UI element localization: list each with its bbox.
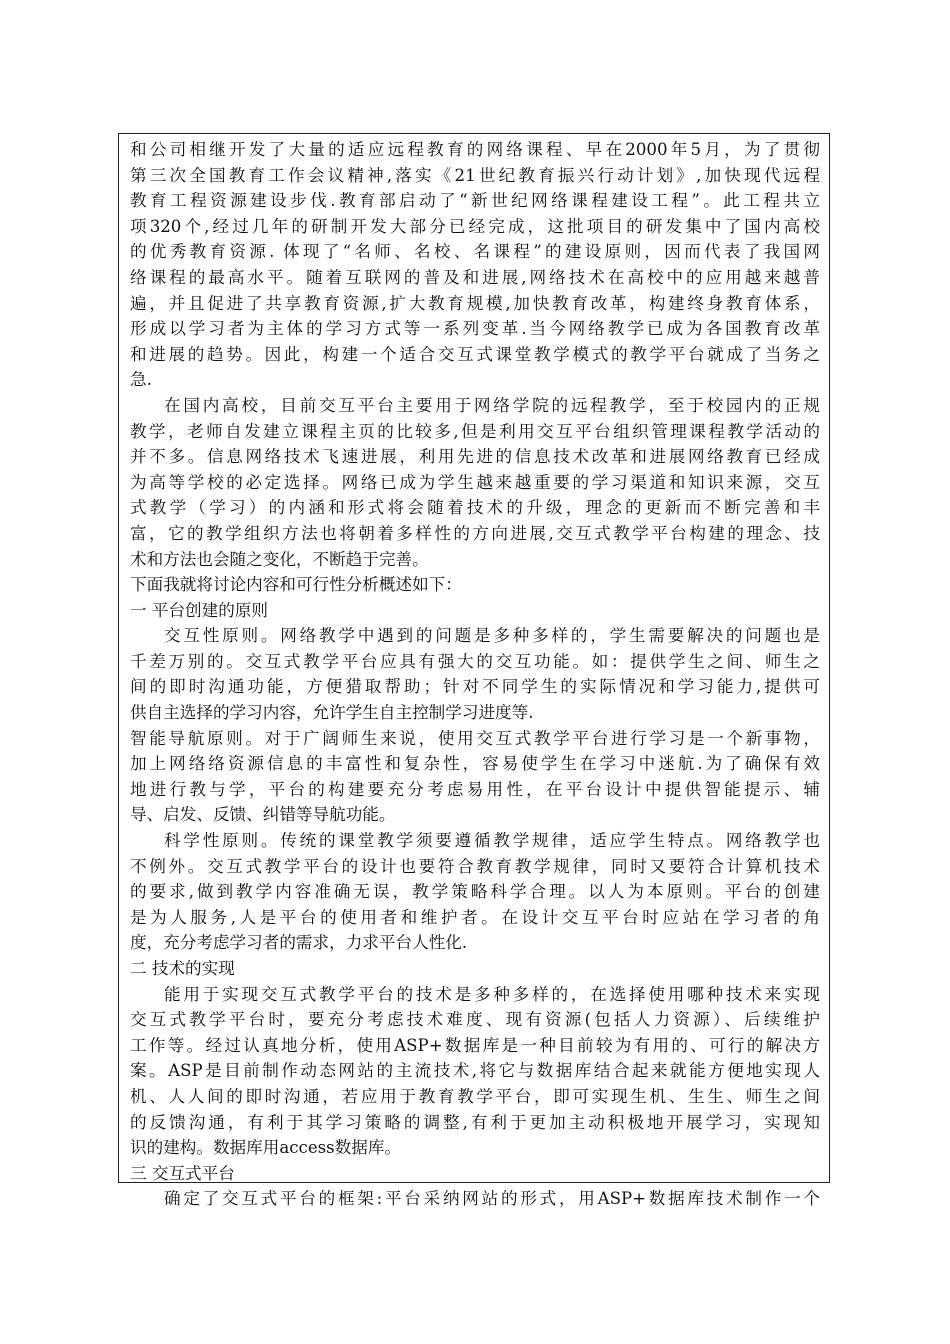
text-line: 络课程的最高水平。随着互联网的普及和进展,网络技术在高校中的应用越来越普 [130, 267, 820, 287]
text-line: 能用于实现交互式教学平台的技术是多种多样的，在选择使用哪种技术来实现 [164, 984, 820, 1004]
text-line: 科学性原则。传统的课堂教学须要遵循教学规律，适应学生特点。网络教学也 [164, 831, 820, 851]
text-line: 三 交互式平台 [130, 1163, 235, 1183]
text-line: 的要求,做到教学内容准确无误，教学策略科学合理。以人为本原则。平台的创建 [130, 882, 820, 902]
text-line: 式教学（学习）的内涵和形式将会随着技术的升级，理念的更新而不断完善和丰 [130, 498, 820, 518]
text-line: 项320个,经过几年的研制开发大部分已经完成，这批项目的研发集中了国内高校 [130, 216, 820, 236]
text-line: 的优秀教育资源. 体现了“名师、名校、名课程”的建设原则，因而代表了我国网 [130, 242, 820, 262]
text-line: 一 平台创建的原则 [130, 600, 269, 620]
text-line: 导、启发、反馈、纠错等导航功能。 [130, 805, 396, 825]
text-line: 度，充分考虑学习者的需求，力求平台人性化. [130, 933, 468, 953]
text-line: 案。ASP是目前制作动态网站的主流技术,将它与数据库结合起来就能方便地实现人 [130, 1061, 820, 1081]
text-line: 机、人人间的即时沟通，若应用于教育教学平台，即可实现生机、生生、师生之间 [130, 1086, 820, 1106]
text-line: 不例外。交互式教学平台的设计也要符合教育教学规律，同时又要符合计算机技术 [130, 856, 820, 876]
text-line: 智能导航原则。对于广阔师生来说，使用交互式教学平台进行学习是一个新事物， [130, 728, 820, 748]
text-line: 形成以学习者为主体的学习方式等一系列变革.当今网络教学已成为各国教育改革 [130, 319, 820, 339]
text-line: 教育工程资源建设步伐.教育部启动了“新世纪网络课程建设工程”。此工程共立 [130, 191, 820, 211]
document-frame [118, 133, 830, 1209]
text-line: 和进展的趋势。因此，构建一个适合交互式课堂教学模式的教学平台就成了当务之 [130, 344, 820, 364]
text-line: 第三次全国教育工作会议精神,落实《21世纪教育振兴行动计划》,加快现代远程 [130, 165, 820, 185]
text-line: 地进行教与学，平台的构建要充分考虑易用性，在平台设计中提供智能提示、辅 [130, 779, 820, 799]
text-line: 交互性原则。网络教学中遇到的问题是多种多样的，学生需要解决的问题也是 [164, 626, 820, 646]
text-line: 急. [130, 370, 152, 390]
text-line: 交互式教学平台时，要充分考虑技术难度、现有资源(包括人力资源）、后续维护 [130, 1010, 820, 1030]
text-line: 是为人服务,人是平台的使用者和维护者。在设计交互平台时应站在学习者的角 [130, 907, 820, 927]
text-line: 供自主选择的学习内容，允许学生自主控制学习进度等. [130, 703, 534, 723]
text-line: 教学，老师自发建立课程主页的比较多,但是利用交互平台组织管理课程教学活动的 [130, 421, 820, 441]
text-line: 间的即时沟通功能，方便猎取帮助；针对不同学生的实际情况和学习能力,提供可 [130, 677, 820, 697]
text-line: 千差万别的。交互式教学平台应具有强大的交互功能。如：提供学生之间、师生之 [130, 651, 820, 671]
text-line: 术和方法也会随之变化，不断趋于完善。 [130, 549, 429, 569]
text-line: 下面我就将讨论内容和可行性分析概述如下： [130, 575, 462, 595]
text-line: 二 技术的实现 [130, 959, 235, 978]
text-line: 工作等。经过认真地分析，使用ASP+数据库是一种目前较为有用的、可行的解决方 [130, 1035, 820, 1055]
text-line: 加上网络络资源信息的丰富性和复杂性，容易使学生在学习中迷航.为了确保有效 [130, 754, 820, 774]
text-line: 富，它的教学组织方法也将朝着多样性的方向进展,交互式教学平台构建的理念、技 [130, 523, 820, 543]
text-line: 并不多。信息网络技术飞速进展，利用先进的信息技术改革和进展网络教育已经成 [130, 447, 820, 467]
text-line: 和公司相继开发了大量的适应远程教育的网络课程、早在2000年5月，为了贯彻 [130, 140, 820, 159]
text-line: 遍，并且促进了共享教育资源,扩大教育规模,加快教育改革，构建终身教育体系， [130, 293, 820, 313]
text-line: 为高等学校的必定选择。网络已成为学生越来越重要的学习渠道和知识来源，交互 [130, 472, 820, 492]
text-line: 的反馈沟通，有利于其学习策略的调整,有利于更加主动积极地开展学习，实现知 [130, 1112, 820, 1132]
document-body [130, 137, 820, 1212]
text-line: 在国内高校，目前交互平台主要用于网络学院的远程教学，至于校园内的正规 [164, 395, 820, 415]
text-line: 确定了交互式平台的框架:平台采纳网站的形式，用ASP+数据库技术制作一个 [164, 1189, 820, 1209]
text-line: 识的建构。数据库用access数据库。 [130, 1138, 402, 1158]
